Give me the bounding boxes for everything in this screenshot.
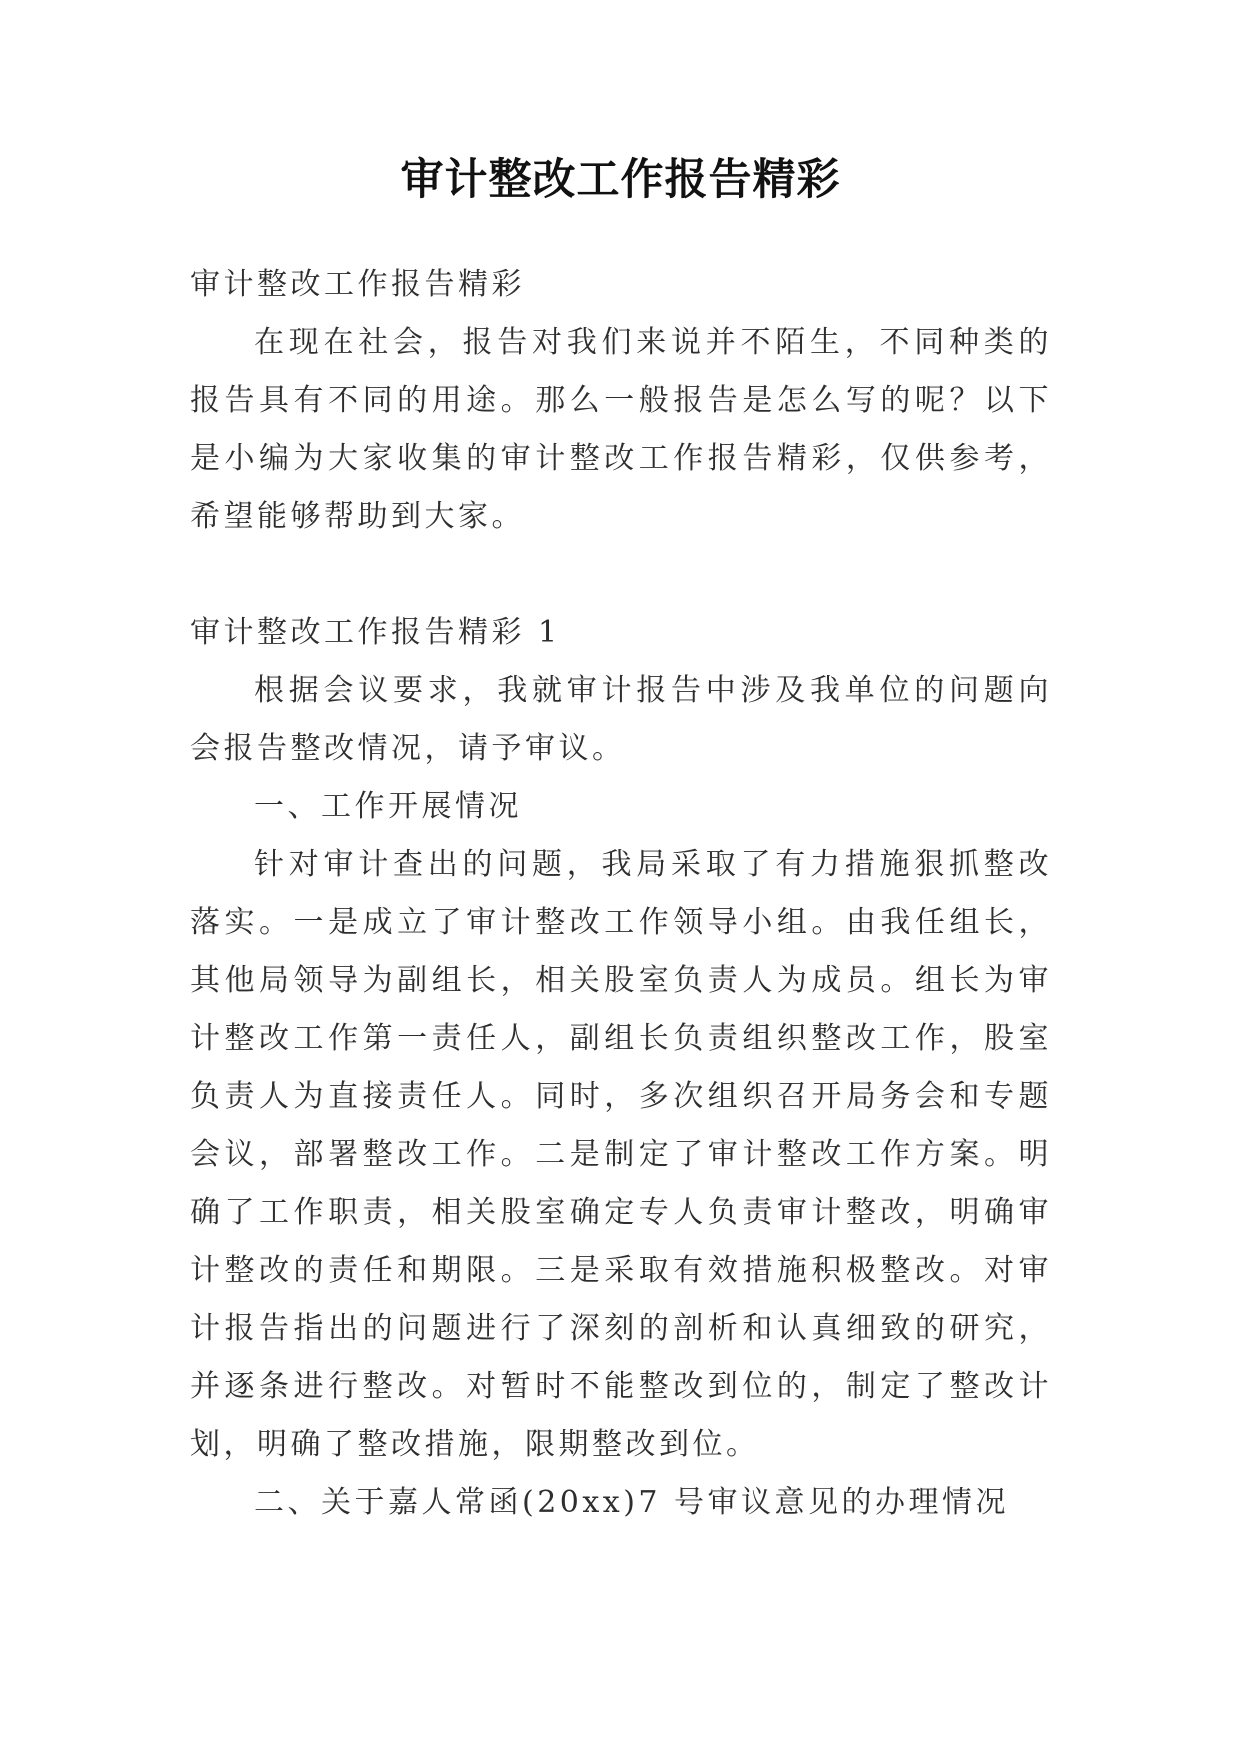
intro-paragraph: 在现在社会，报告对我们来说并不陌生，不同种类的报告具有不同的用途。那么一般报告是怎么写的呢？以下是小编为大家收集的审计整改工作报告精彩，仅供参考，希望能够帮助到大家。 [190,325,1052,534]
list-item-heading: 一、工作开展情况 [254,789,522,824]
list-item-heading: 二、关于嘉人常函(20xx)7 号审议意见的办理情况 [254,1485,1010,1520]
section-heading: 审计整改工作报告精彩 1 [190,615,561,650]
section-paragraph: 针对审计查出的问题，我局采取了有力措施狠抓整改落实。一是成立了审计整改工作领导小组。由我任组长，其他局领导为副组长，相关股室负责人为成员。组长为审计整改工作第一责任人，副组长负责组织整改工作，股室负责人为直接责任人。同时，多次组织召开局务会和专题会议，部署整改工作。二是制定了审计整改工作方案。明确了工作职责，相关股室确定专人负责审计整改，明确审计整改的责任和期限。三是采取有效措施积极整改。对审计报告指出的问题进行了深刻的剖析和认真细致的研究，并逐条进行整改。对暂时不能整改到位的，制定了整改计划，明确了整改措施，限期整改到位。 [190,847,1052,1462]
document-heading: 审计整改工作报告精彩 [190,267,525,302]
document-body [190,256,1052,1532]
document-title: 审计整改工作报告精彩 [400,155,841,205]
section-paragraph: 根据会议要求，我就审计报告中涉及我单位的问题向会报告整改情况，请予审议。 [190,673,1052,766]
paragraph-spacer [190,546,1052,604]
